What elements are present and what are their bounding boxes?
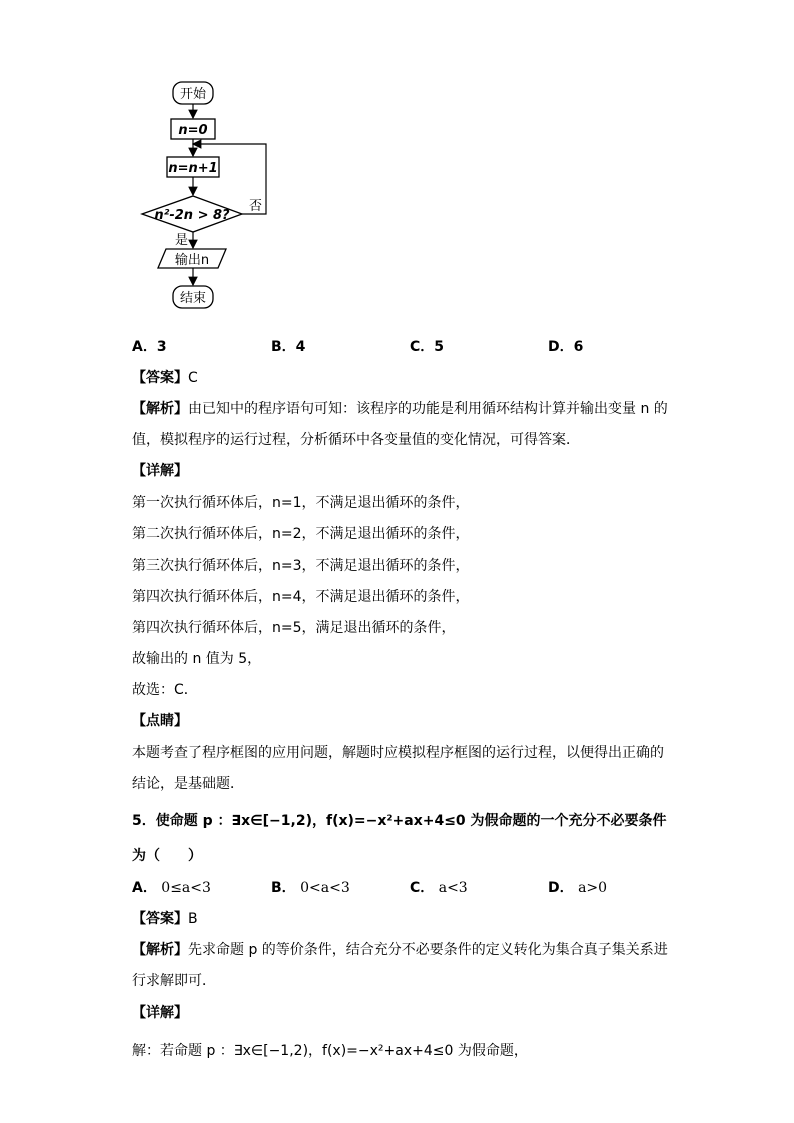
q4-detail-line: 第二次执行循环体后，n=2，不满足退出循环的条件， bbox=[132, 526, 470, 542]
option-label: B． bbox=[271, 339, 296, 355]
flow-init-text: n=0 bbox=[178, 123, 208, 138]
q5-option-a bbox=[132, 879, 211, 897]
analysis-text: 由已知中的程序语句可知：该程序的功能是利用循环结构计算并输出变量 n 的 bbox=[188, 401, 668, 417]
q5-option-d bbox=[548, 879, 607, 897]
option-label: D． bbox=[548, 880, 574, 896]
q4-answer bbox=[132, 369, 198, 387]
flow-end-text: 结束 bbox=[179, 291, 207, 306]
answer-text: C bbox=[188, 370, 198, 386]
q4-analysis-line1 bbox=[132, 400, 668, 418]
flow-increment-text: n=n+1 bbox=[168, 161, 218, 176]
q5-answer bbox=[132, 910, 198, 928]
option-label: B． bbox=[271, 880, 296, 896]
q4-comment-line: 本题考查了程序框图的应用问题，解题时应模拟程序框图的运行过程，以便得出正确的 bbox=[132, 745, 664, 761]
q5-option-b bbox=[271, 879, 350, 897]
q4-detail-line: 第一次执行循环体后，n=1，不满足退出循环的条件， bbox=[132, 495, 470, 511]
q4-detail-line: 第三次执行循环体后，n=3，不满足退出循环的条件， bbox=[132, 558, 470, 574]
analysis-tag: 【解析】 bbox=[132, 401, 188, 417]
q4-detail-line: 第四次执行循环体后，n=4，不满足退出循环的条件， bbox=[132, 589, 470, 605]
option-value: 4 bbox=[295, 339, 306, 355]
flow-start-text: 开始 bbox=[179, 87, 207, 102]
option-label: C． bbox=[410, 339, 435, 355]
option-value: 6 bbox=[573, 339, 584, 355]
q4-analysis-line2: 值，模拟程序的运行过程，分析循环中各变量值的变化情况，可得答案． bbox=[132, 432, 580, 448]
option-value: 5 bbox=[434, 339, 445, 355]
q4-option-c bbox=[410, 338, 444, 356]
q4-option-a bbox=[132, 338, 167, 356]
option-value: 3 bbox=[156, 339, 167, 355]
flow-no-label: 否 bbox=[249, 199, 263, 214]
q4-detail-line: 故输出的 n 值为 5， bbox=[132, 651, 262, 667]
q4-detail-line: 故选：C． bbox=[132, 682, 198, 698]
q5-option-c bbox=[410, 879, 468, 897]
option-value: 0<a<3 bbox=[300, 880, 350, 896]
analysis-text: 先求命题 p 的等价条件，结合充分不必要条件的定义转化为集合真子集关系进 bbox=[188, 942, 668, 958]
option-label: A． bbox=[132, 880, 157, 896]
program-flowchart bbox=[130, 78, 280, 313]
option-label: A． bbox=[132, 339, 157, 355]
option-label: D． bbox=[548, 339, 574, 355]
option-label: C． bbox=[410, 880, 435, 896]
q5-solution-line: 解：若命题 p ：∃x∈[−1,2)，f(x)=−x²+ax+4≤0 为假命题， bbox=[132, 1043, 528, 1059]
answer-tag: 【答案】 bbox=[132, 370, 188, 386]
option-value: 0≤a<3 bbox=[161, 880, 211, 896]
q4-comment-tag: 【点睛】 bbox=[132, 713, 188, 729]
q4-detail-tag: 【详解】 bbox=[132, 463, 188, 479]
q4-option-d bbox=[548, 338, 583, 356]
q5-analysis-line2: 行求解即可． bbox=[132, 973, 216, 989]
q5-analysis-line1 bbox=[132, 941, 668, 959]
option-value: a>0 bbox=[578, 880, 608, 896]
q4-option-b bbox=[271, 338, 305, 356]
q4-detail-line: 第四次执行循环体后，n=5，满足退出循环的条件， bbox=[132, 620, 456, 636]
analysis-tag: 【解析】 bbox=[132, 942, 188, 958]
q5-detail-tag: 【详解】 bbox=[132, 1005, 188, 1021]
flow-condition-text: n²-2n > 8? bbox=[154, 208, 230, 223]
answer-tag: 【答案】 bbox=[132, 911, 188, 927]
q4-comment-line: 结论，是基础题． bbox=[132, 776, 244, 792]
q5-stem-line2: 为（ ） bbox=[132, 848, 202, 864]
flow-output-text: 输出n bbox=[174, 253, 210, 268]
answer-text: B bbox=[188, 911, 198, 927]
flow-yes-label: 是 bbox=[175, 233, 189, 248]
option-value: a<3 bbox=[438, 880, 468, 896]
q5-stem-line1: 5．使命题 p ：∃x∈[−1,2)，f(x)=−x²+ax+4≤0 为假命题的一个充分不必要条件 bbox=[132, 813, 667, 829]
